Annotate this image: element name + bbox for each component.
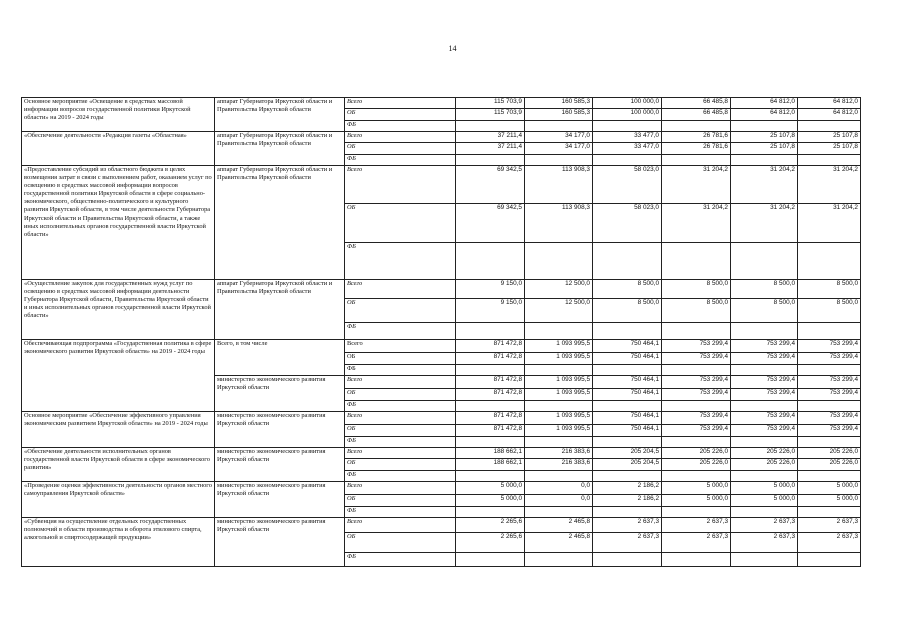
funding-source-cell: Всего	[345, 340, 456, 353]
amount-cell: 753 299,4	[798, 376, 861, 389]
amount-cell	[593, 437, 662, 448]
program-name-cell: «Проведение оценки эффективности деятельности органов местного самоуправления Иркутской области»	[22, 482, 215, 518]
amount-cell: 750 464,1	[593, 376, 662, 389]
amount-cell	[662, 323, 731, 340]
amount-cell: 64 812,0	[731, 109, 798, 121]
amount-cell: 37 211,4	[456, 143, 525, 155]
amount-cell	[456, 243, 525, 280]
program-name-cell: «Осуществление закупок для государственных нужд услуг по освещению в средствах массовой информации деятельности Губернатора Иркутской области, Правительства Иркутской области и иных исполнительных органов государственной власти Иркутской области»	[22, 280, 215, 340]
amount-cell: 69 342,5	[456, 166, 525, 204]
amount-cell: 2 186,2	[593, 482, 662, 495]
responsible-executor-cell: аппарат Губернатора Иркутской области и Правительства Иркутской области	[215, 280, 345, 340]
amount-cell: 5 000,0	[456, 482, 525, 495]
amount-cell	[731, 243, 798, 280]
funding-source-cell: ФБ	[345, 365, 456, 376]
funding-source-cell: ФБ	[345, 401, 456, 412]
amount-cell: 753 299,4	[731, 389, 798, 401]
amount-cell: 753 299,4	[798, 353, 861, 365]
amount-cell	[525, 471, 593, 482]
funding-source-cell: ФБ	[345, 243, 456, 280]
responsible-executor-cell: аппарат Губернатора Иркутской области и Правительства Иркутской области	[215, 166, 345, 280]
amount-cell: 69 342,5	[456, 204, 525, 243]
amount-cell: 58 023,0	[593, 166, 662, 204]
amount-cell: 1 093 995,5	[525, 425, 593, 437]
funding-source-cell: Всего	[345, 482, 456, 495]
table-row	[22, 132, 861, 143]
funding-source-cell: Всего	[345, 132, 456, 143]
amount-cell	[593, 243, 662, 280]
amount-cell: 26 781,6	[662, 132, 731, 143]
amount-cell: 34 177,0	[525, 132, 593, 143]
funding-source-cell: ОБ	[345, 533, 456, 553]
program-name-cell: «Обеспечение деятельности исполнительных органов государственной власти Иркутской области в сфере экономического развития»	[22, 448, 215, 482]
amount-cell: 31 204,2	[798, 166, 861, 204]
responsible-executor-cell: министерство экономического развития Иркутской области	[215, 482, 345, 518]
amount-cell	[662, 437, 731, 448]
amount-cell: 871 472,8	[456, 376, 525, 389]
amount-cell: 2 637,3	[593, 518, 662, 533]
amount-cell: 205 226,0	[731, 448, 798, 459]
amount-cell: 8 500,0	[593, 280, 662, 299]
amount-cell	[662, 471, 731, 482]
amount-cell	[731, 155, 798, 166]
funding-source-cell: ФБ	[345, 121, 456, 132]
amount-cell: 2 465,8	[525, 533, 593, 553]
amount-cell	[662, 155, 731, 166]
amount-cell: 2 637,3	[731, 533, 798, 553]
funding-source-cell: ОБ	[345, 204, 456, 243]
amount-cell	[662, 243, 731, 280]
funding-source-cell: ФБ	[345, 553, 456, 567]
amount-cell	[593, 471, 662, 482]
amount-cell	[525, 401, 593, 412]
amount-cell: 58 023,0	[593, 204, 662, 243]
responsible-executor-cell: аппарат Губернатора Иркутской области и Правительства Иркутской области	[215, 132, 345, 166]
funding-source-cell: ОБ	[345, 495, 456, 507]
amount-cell: 753 299,4	[662, 340, 731, 353]
table-row	[22, 448, 861, 459]
amount-cell: 2 637,3	[662, 518, 731, 533]
funding-source-cell: ОБ	[345, 109, 456, 121]
amount-cell: 66 485,8	[662, 109, 731, 121]
responsible-executor-cell: министерство экономического развития Иркутской области	[215, 376, 345, 412]
amount-cell: 8 500,0	[593, 299, 662, 323]
program-name-cell: «Обеспечение деятельности «Редакция газеты «Областная»	[22, 132, 215, 166]
amount-cell	[456, 365, 525, 376]
amount-cell	[593, 553, 662, 567]
amount-cell	[525, 155, 593, 166]
funding-source-cell: ОБ	[345, 143, 456, 155]
table-row	[22, 482, 861, 495]
amount-cell	[798, 365, 861, 376]
funding-source-cell: Всего	[345, 518, 456, 533]
amount-cell: 1 093 995,5	[525, 412, 593, 425]
amount-cell: 5 000,0	[798, 495, 861, 507]
amount-cell: 871 472,8	[456, 353, 525, 365]
amount-cell: 8 500,0	[731, 299, 798, 323]
amount-cell	[798, 437, 861, 448]
responsible-executor-cell: министерство экономического развития Иркутской области	[215, 518, 345, 567]
page-number: 14	[448, 44, 457, 53]
amount-cell: 753 299,4	[798, 412, 861, 425]
amount-cell	[525, 507, 593, 518]
amount-cell: 5 000,0	[662, 495, 731, 507]
amount-cell	[662, 365, 731, 376]
amount-cell	[525, 243, 593, 280]
amount-cell	[731, 471, 798, 482]
funding-source-cell: ОБ	[345, 353, 456, 365]
amount-cell	[662, 401, 731, 412]
funding-source-cell: Всего	[345, 98, 456, 109]
amount-cell: 750 464,1	[593, 425, 662, 437]
amount-cell: 753 299,4	[731, 412, 798, 425]
responsible-executor-cell: Всего, в том числе	[215, 340, 345, 376]
amount-cell: 5 000,0	[798, 482, 861, 495]
amount-cell: 2 637,3	[731, 518, 798, 533]
funding-source-cell: ОБ	[345, 425, 456, 437]
program-name-cell: «Предоставление субсидий из областного бюджета в целях возмещения затрат в связи с выполнением работ, оказанием услуг по освещению в средствах массовой информации вопросов государственной политики Иркутской области в сфере социально-экономического, общественно-политического и культурного развития Иркутской области, в том числе деятельности Губернатора Иркутской области и Правительства Иркутской области, а также иных исполнительных органов государственной власти Иркутской области»	[22, 166, 215, 280]
amount-cell: 100 000,0	[593, 98, 662, 109]
amount-cell: 66 485,8	[662, 98, 731, 109]
amount-cell: 34 177,0	[525, 143, 593, 155]
amount-cell: 753 299,4	[731, 353, 798, 365]
funding-source-cell: ФБ	[345, 155, 456, 166]
funding-source-cell: ФБ	[345, 437, 456, 448]
amount-cell: 871 472,8	[456, 412, 525, 425]
amount-cell	[456, 121, 525, 132]
amount-cell: 25 107,8	[798, 143, 861, 155]
program-name-cell: «Субвенция на осуществление отдельных государственных полномочий в области производства и оборота этилового спирта, алкогольной и спиртосодержащей продукции»	[22, 518, 215, 567]
amount-cell: 216 383,6	[525, 448, 593, 459]
amount-cell	[593, 155, 662, 166]
amount-cell: 871 472,8	[456, 425, 525, 437]
amount-cell	[798, 243, 861, 280]
amount-cell: 8 500,0	[662, 280, 731, 299]
amount-cell	[593, 507, 662, 518]
amount-cell: 2 465,8	[525, 518, 593, 533]
amount-cell	[798, 121, 861, 132]
amount-cell: 115 703,9	[456, 109, 525, 121]
amount-cell	[525, 323, 593, 340]
amount-cell: 31 204,2	[662, 166, 731, 204]
table-row	[22, 98, 861, 109]
amount-cell: 8 500,0	[798, 299, 861, 323]
amount-cell	[798, 553, 861, 567]
amount-cell: 2 186,2	[593, 495, 662, 507]
amount-cell	[456, 155, 525, 166]
amount-cell	[731, 323, 798, 340]
amount-cell: 753 299,4	[662, 376, 731, 389]
amount-cell: 12 500,0	[525, 280, 593, 299]
funding-source-cell: ФБ	[345, 507, 456, 518]
amount-cell: 753 299,4	[798, 340, 861, 353]
table-row	[22, 340, 861, 353]
amount-cell	[731, 437, 798, 448]
amount-cell: 205 226,0	[731, 459, 798, 471]
amount-cell	[731, 365, 798, 376]
amount-cell: 0,0	[525, 495, 593, 507]
amount-cell	[798, 155, 861, 166]
amount-cell: 205 226,0	[662, 459, 731, 471]
amount-cell: 2 637,3	[798, 518, 861, 533]
amount-cell	[456, 507, 525, 518]
funding-source-cell: ОБ	[345, 389, 456, 401]
amount-cell: 753 299,4	[731, 340, 798, 353]
amount-cell: 205 226,0	[798, 448, 861, 459]
amount-cell: 2 637,3	[662, 533, 731, 553]
amount-cell: 8 500,0	[731, 280, 798, 299]
program-name-cell: Обеспечивающая подпрограмма «Государственная политика в сфере экономического развития Иркутской области» на 2019 - 2024 годы	[22, 340, 215, 412]
amount-cell: 753 299,4	[662, 425, 731, 437]
amount-cell: 188 662,1	[456, 448, 525, 459]
amount-cell	[456, 401, 525, 412]
amount-cell	[456, 553, 525, 567]
responsible-executor-cell: министерство экономического развития Иркутской области	[215, 412, 345, 448]
amount-cell: 160 585,3	[525, 98, 593, 109]
amount-cell	[456, 471, 525, 482]
amount-cell: 753 299,4	[731, 425, 798, 437]
amount-cell	[731, 553, 798, 567]
amount-cell: 26 781,6	[662, 143, 731, 155]
amount-cell	[731, 507, 798, 518]
amount-cell	[662, 553, 731, 567]
amount-cell: 5 000,0	[456, 495, 525, 507]
amount-cell: 753 299,4	[662, 412, 731, 425]
amount-cell: 25 107,8	[731, 143, 798, 155]
amount-cell: 64 812,0	[798, 98, 861, 109]
amount-cell: 25 107,8	[731, 132, 798, 143]
amount-cell: 1 093 995,5	[525, 353, 593, 365]
amount-cell	[593, 365, 662, 376]
amount-cell: 31 204,2	[731, 204, 798, 243]
amount-cell: 160 585,3	[525, 109, 593, 121]
amount-cell: 9 150,0	[456, 280, 525, 299]
amount-cell: 31 204,2	[731, 166, 798, 204]
program-name-cell: Основное мероприятие «Обеспечение эффективного управления экономическим развитием Иркутской области» на 2019 - 2024 годы	[22, 412, 215, 448]
amount-cell: 753 299,4	[662, 353, 731, 365]
amount-cell: 2 265,6	[456, 518, 525, 533]
amount-cell	[525, 437, 593, 448]
amount-cell: 205 204,5	[593, 459, 662, 471]
amount-cell: 188 662,1	[456, 459, 525, 471]
amount-cell	[798, 471, 861, 482]
amount-cell: 64 812,0	[731, 98, 798, 109]
amount-cell: 1 093 995,5	[525, 340, 593, 353]
amount-cell: 2 637,3	[593, 533, 662, 553]
amount-cell: 750 464,1	[593, 389, 662, 401]
table-row	[22, 412, 861, 425]
amount-cell	[593, 401, 662, 412]
table-row	[22, 280, 861, 299]
amount-cell: 25 107,8	[798, 132, 861, 143]
amount-cell: 31 204,2	[662, 204, 731, 243]
amount-cell: 12 500,0	[525, 299, 593, 323]
amount-cell: 33 477,0	[593, 132, 662, 143]
amount-cell: 753 299,4	[798, 425, 861, 437]
amount-cell: 205 226,0	[662, 448, 731, 459]
amount-cell	[593, 323, 662, 340]
amount-cell: 5 000,0	[731, 495, 798, 507]
amount-cell: 205 226,0	[798, 459, 861, 471]
amount-cell: 113 908,3	[525, 166, 593, 204]
amount-cell	[798, 507, 861, 518]
funding-source-cell: Всего	[345, 280, 456, 299]
funding-source-cell: Всего	[345, 448, 456, 459]
amount-cell: 753 299,4	[798, 389, 861, 401]
table-row	[22, 518, 861, 533]
amount-cell: 2 637,3	[798, 533, 861, 553]
amount-cell: 871 472,8	[456, 340, 525, 353]
amount-cell: 9 150,0	[456, 299, 525, 323]
funding-source-cell: Всего	[345, 376, 456, 389]
amount-cell	[456, 323, 525, 340]
amount-cell: 115 703,9	[456, 98, 525, 109]
amount-cell	[798, 323, 861, 340]
amount-cell: 216 383,6	[525, 459, 593, 471]
amount-cell	[731, 401, 798, 412]
amount-cell	[731, 121, 798, 132]
funding-source-cell: ФБ	[345, 323, 456, 340]
amount-cell: 64 812,0	[798, 109, 861, 121]
amount-cell: 5 000,0	[731, 482, 798, 495]
amount-cell: 753 299,4	[662, 389, 731, 401]
amount-cell: 1 093 995,5	[525, 376, 593, 389]
budget-table	[21, 97, 861, 567]
amount-cell: 113 908,3	[525, 204, 593, 243]
amount-cell: 1 093 995,5	[525, 389, 593, 401]
amount-cell	[525, 365, 593, 376]
amount-cell: 750 464,1	[593, 412, 662, 425]
amount-cell	[456, 437, 525, 448]
amount-cell: 0,0	[525, 482, 593, 495]
amount-cell	[525, 121, 593, 132]
program-name-cell: Основное мероприятие «Освещение в средствах массовой информации вопросов государственной политики Иркутской области» на 2019 - 2024 годы	[22, 98, 215, 132]
amount-cell	[662, 507, 731, 518]
responsible-executor-cell: министерство экономического развития Иркутской области	[215, 448, 345, 482]
amount-cell: 750 464,1	[593, 340, 662, 353]
amount-cell: 750 464,1	[593, 353, 662, 365]
amount-cell: 31 204,2	[798, 204, 861, 243]
responsible-executor-cell: аппарат Губернатора Иркутской области и Правительства Иркутской области	[215, 98, 345, 132]
amount-cell: 753 299,4	[731, 376, 798, 389]
amount-cell: 37 211,4	[456, 132, 525, 143]
funding-source-cell: ОБ	[345, 459, 456, 471]
amount-cell: 2 265,6	[456, 533, 525, 553]
amount-cell: 5 000,0	[662, 482, 731, 495]
amount-cell: 100 000,0	[593, 109, 662, 121]
amount-cell	[662, 121, 731, 132]
amount-cell: 8 500,0	[662, 299, 731, 323]
table-row	[22, 166, 861, 204]
amount-cell	[593, 121, 662, 132]
amount-cell: 205 204,5	[593, 448, 662, 459]
funding-source-cell: ОБ	[345, 299, 456, 323]
amount-cell: 33 477,0	[593, 143, 662, 155]
funding-source-cell: Всего	[345, 412, 456, 425]
amount-cell: 8 500,0	[798, 280, 861, 299]
amount-cell	[525, 553, 593, 567]
amount-cell: 871 472,8	[456, 389, 525, 401]
funding-source-cell: ФБ	[345, 471, 456, 482]
amount-cell	[798, 401, 861, 412]
funding-source-cell: Всего	[345, 166, 456, 204]
